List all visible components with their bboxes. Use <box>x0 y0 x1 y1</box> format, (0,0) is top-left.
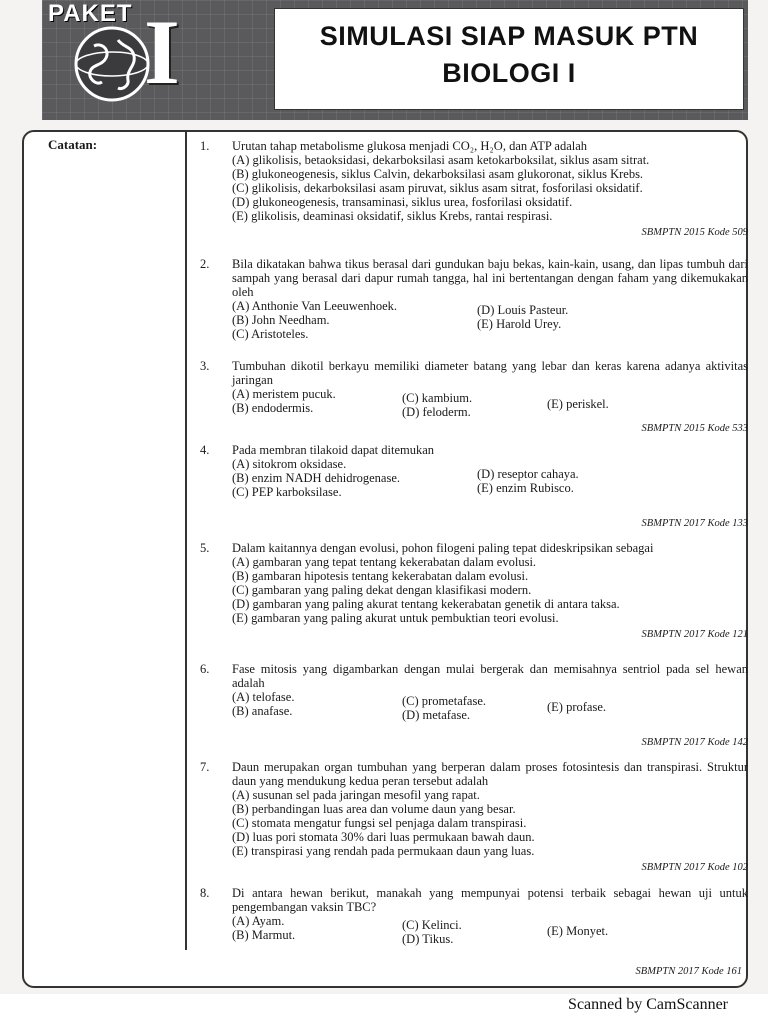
question-source: SBMPTN 2017 Kode 133 <box>641 518 748 529</box>
page-subtitle: BIOLOGI I <box>442 58 576 88</box>
option-c: (C) PEP karboksilase. <box>232 485 342 499</box>
option-e: (E) periskel. <box>547 397 609 411</box>
question-stem: Tumbuhan dikotil berkayu memiliki diameter batang yang lebar dan keras karena adanya aktivitas jaringan <box>232 359 748 387</box>
question-stem: Di antara hewan berikut, manakah yang mempunyai potensi terbaik sebagai hewan uji untuk pengembangan vaksin TBC? <box>232 886 748 914</box>
option-b: (B) Marmut. <box>232 928 296 942</box>
option-a: (A) telofase. <box>232 690 295 704</box>
option-c: (C) stomata mengatur fungsi sel penjaga dalam transpirasi. <box>232 816 527 830</box>
option-a: (A) Anthonie Van Leeuwenhoek. <box>232 299 398 313</box>
question-stem: Daun merupakan organ tumbuhan yang berperan dalam proses fotosintesis dan transpirasi. Struktur daun yang mendukung kedua peran tersebut adalah <box>232 760 748 788</box>
question-3 <box>200 359 748 436</box>
question-8 <box>200 886 748 946</box>
option-a: (A) glikolisis, betaoksidasi, dekarboksilasi asam ketokarboksilat, siklus asam sitrat. <box>232 153 650 167</box>
header-band <box>42 0 748 120</box>
option-e: (E) gambaran yang paling akurat untuk pembuktian teori evolusi. <box>232 611 559 625</box>
question-stem: Bila dikatakan bahwa tikus berasal dari gundukan baju bekas, kain-kain, usang, dan lipas tumbuh dari sampah yang berasal dari dapur rumah tangga, hal ini bertentangan dengan faham yang dikemukakan oleh <box>232 257 748 299</box>
option-d: (D) gambaran yang paling akurat tentang kekerabatan genetik di antara taksa. <box>232 597 620 611</box>
question-5 <box>200 541 748 642</box>
option-d: (D) luas pori stomata 30% dari luas permukaan bawah daun. <box>232 830 535 844</box>
option-c: (C) Aristoteles. <box>232 327 309 341</box>
option-c: (C) prometafase. <box>402 694 486 708</box>
question-7 <box>200 760 748 875</box>
page-title: SIMULASI SIAP MASUK PTN <box>319 21 699 51</box>
question-2 <box>200 257 748 341</box>
option-e: (E) profase. <box>547 700 606 714</box>
question-1 <box>200 139 748 240</box>
option-b: (B) endodermis. <box>232 401 314 415</box>
option-c: (C) glikolisis, dekarboksilasi asam piruvat, siklus asam sitrat, fosforilasi oksidatif. <box>232 181 643 195</box>
option-d: (D) Louis Pasteur. <box>477 303 569 317</box>
option-d: (D) metafase. <box>402 708 471 722</box>
option-d: (D) reseptor cahaya. <box>477 467 579 481</box>
option-b: (B) anafase. <box>232 704 293 718</box>
question-number: 1. <box>200 139 210 153</box>
column-divider <box>185 132 187 950</box>
option-a: (A) gambaran yang tepat tentang kekerabatan dalam evolusi. <box>232 555 537 569</box>
question-number: 7. <box>200 760 210 774</box>
question-source: SBMPTN 2015 Kode 509 <box>641 227 748 238</box>
question-number: 6. <box>200 662 210 676</box>
option-a: (A) Ayam. <box>232 914 285 928</box>
option-a: (A) sitokrom oksidase. <box>232 457 347 471</box>
option-e: (E) enzim Rubisco. <box>477 481 574 495</box>
option-b: (B) perbandingan luas area dan volume daun yang besar. <box>232 802 516 816</box>
scanner-watermark: Scanned by CamScanner <box>568 996 728 1013</box>
notes-label: Catatan: <box>48 137 98 152</box>
option-b: (B) glukoneogenesis, siklus Calvin, dekarboksilasi asam glukoronat, siklus Krebs. <box>232 167 644 181</box>
option-e: (E) transpirasi yang rendah pada permukaan daun yang luas. <box>232 844 535 858</box>
question-source: SBMPTN 2015 Kode 533 <box>641 423 748 434</box>
question-number: 8. <box>200 886 210 900</box>
option-c: (C) kambium. <box>402 391 473 405</box>
paket-number: I <box>144 1 180 103</box>
question-4 <box>200 443 748 531</box>
globe-icon <box>72 24 152 104</box>
option-b: (B) John Needham. <box>232 313 330 327</box>
question-number: 3. <box>200 359 210 373</box>
option-d: (D) feloderm. <box>402 405 471 419</box>
option-e: (E) Monyet. <box>547 924 609 938</box>
option-a: (A) meristem pucuk. <box>232 387 336 401</box>
question-source: SBMPTN 2017 Kode 142 <box>641 737 748 748</box>
option-d: (D) glukoneogenesis, transaminasi, siklus urea, fosforilasi oksidatif. <box>232 195 573 209</box>
question-stem: Dalam kaitannya dengan evolusi, pohon filogeni paling tepat dideskripsikan sebagai <box>232 541 654 555</box>
option-b: (B) gambaran hipotesis tentang kekerabatan dalam evolusi. <box>232 569 529 583</box>
question-number: 2. <box>200 257 210 271</box>
option-d: (D) Tikus. <box>402 932 454 946</box>
question-source: SBMPTN 2017 Kode 161 <box>635 966 742 977</box>
question-stem: Pada membran tilakoid dapat ditemukan <box>232 443 435 457</box>
option-b: (B) enzim NADH dehidrogenase. <box>232 471 401 485</box>
question-stem: Fase mitosis yang digambarkan dengan mulai bergerak dan memisahnya sentriol pada sel hewan adalah <box>232 662 748 690</box>
option-c: (C) gambaran yang paling dekat dengan klasifikasi modern. <box>232 583 532 597</box>
question-stem: Urutan tahap metabolisme glukosa menjadi CO₂, H₂O, dan ATP adalah <box>232 139 588 153</box>
option-a: (A) susunan sel pada jaringan mesofil yang rapat. <box>232 788 480 802</box>
option-c: (C) Kelinci. <box>402 918 462 932</box>
question-source: SBMPTN 2017 Kode 102 <box>641 862 748 873</box>
option-e: (E) glikolisis, deaminasi oksidatif, siklus Krebs, rantai respirasi. <box>232 209 553 223</box>
question-number: 4. <box>200 443 210 457</box>
question-source: SBMPTN 2017 Kode 121 <box>641 629 748 640</box>
question-6 <box>200 662 748 750</box>
option-e: (E) Harold Urey. <box>477 317 562 331</box>
paket-label: PAKET <box>48 0 133 27</box>
question-number: 5. <box>200 541 210 555</box>
title-box <box>274 8 744 110</box>
